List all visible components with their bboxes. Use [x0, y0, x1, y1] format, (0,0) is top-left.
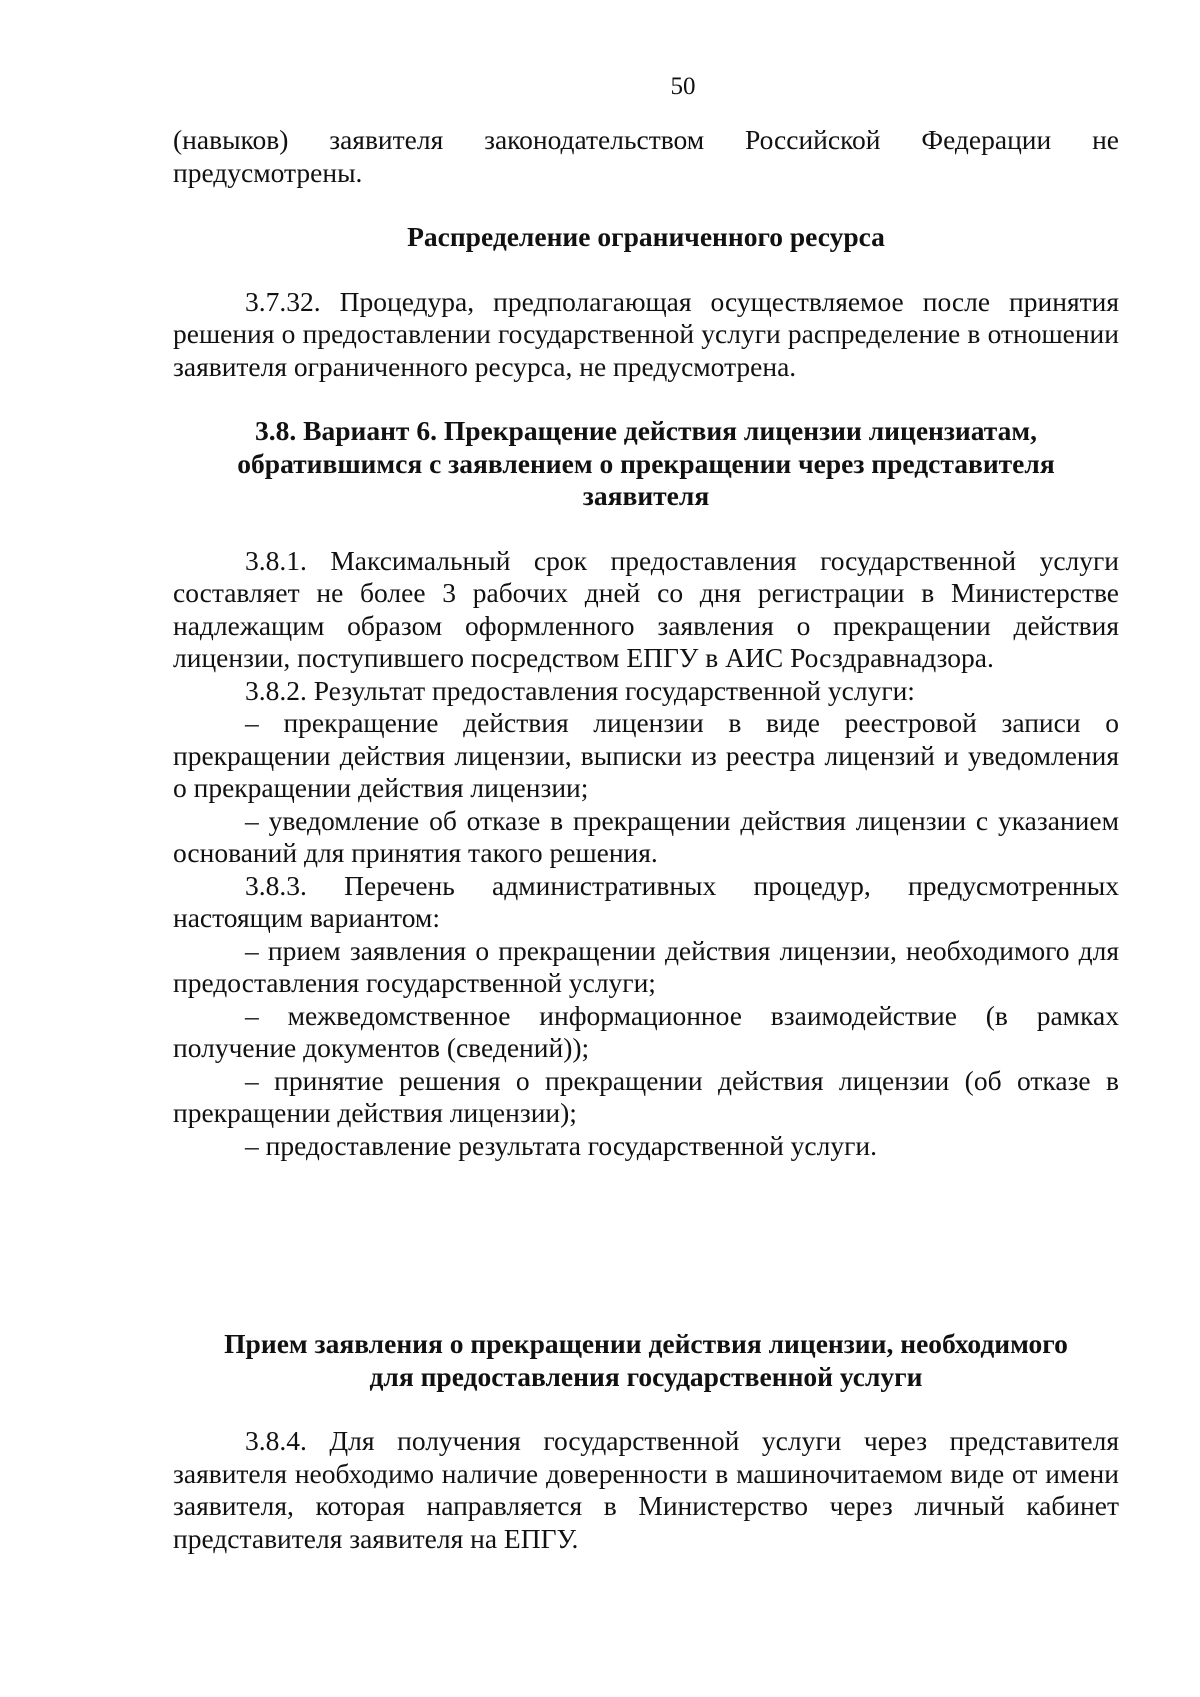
result-list-item: – уведомление об отказе в прекращении действия лицензии с указанием оснований для принятия такого решения. [173, 804, 1119, 868]
heading-line: заявителя [582, 480, 710, 511]
paragraph-3-8-4: 3.8.4. Для получения государственной услуги через представителя заявителя необходимо наличие доверенности в машиночитаемом виде от имени заявителя, которая направляется в Министерство через личный кабинет представителя заявителя на ЕПГУ. [173, 1425, 1119, 1554]
paragraph-3-8-2: 3.8.2. Результат предоставления государственной услуги: [245, 674, 915, 706]
paragraph-3-8-3: 3.8.3. Перечень административных процедур, предусмотренных настоящим вариантом: [173, 869, 1119, 933]
heading-line: 3.8. Вариант 6. Прекращение действия лицензии лицензиатам, [254, 415, 1038, 446]
heading-line: обратившимся с заявлением о прекращении через представителя [237, 447, 1055, 479]
paragraph-3-8-1: 3.8.1. Максимальный срок предоставления государственной услуги составляет не более 3 рабочих дней со дня регистрации в Министерстве надлежащим образом оформленного заявления о прекращении действия лицензии, поступившего посредством ЕПГУ в АИС Росздравнадзора. [173, 544, 1119, 673]
paragraph-3-7-32: 3.7.32. Процедура, предполагающая осуществляемое после принятия решения о предоставлении государственной услуги распределение в отношении заявителя ограниченного ресурса, не предусмотрена. [173, 285, 1119, 382]
intro-paragraph: (навыков) заявителя законодательством Российской Федерации не предусмотрены. [173, 124, 1119, 188]
heading-line: для предоставления государственной услуги [369, 1360, 923, 1392]
procedure-list-item: – прием заявления о прекращении действия лицензии, необходимого для предоставления государственной услуги; [173, 934, 1119, 998]
section-heading-resource: Распределение ограниченного ресурса [407, 221, 885, 252]
page-number: 50 [670, 73, 696, 100]
procedure-list-item: – межведомственное информационное взаимодействие (в рамках получение документов (сведений)); [173, 999, 1119, 1063]
heading-line: Прием заявления о прекращении действия лицензии, необходимого [224, 1328, 1068, 1359]
result-list-item: – прекращение действия лицензии в виде реестровой записи о прекращении действия лицензии, выписки из реестра лицензий и уведомления о прекращении действия лицензии; [173, 707, 1119, 803]
procedure-list-item: – принятие решения о прекращении действия лицензии (об отказе в прекращении действия лицензии); [173, 1064, 1119, 1128]
document-body [173, 124, 1119, 1555]
section-heading-variant-6 [173, 415, 1119, 513]
section-heading-reception [173, 1328, 1119, 1393]
procedure-list-item: – предоставление результата государственной услуги. [245, 1129, 877, 1161]
